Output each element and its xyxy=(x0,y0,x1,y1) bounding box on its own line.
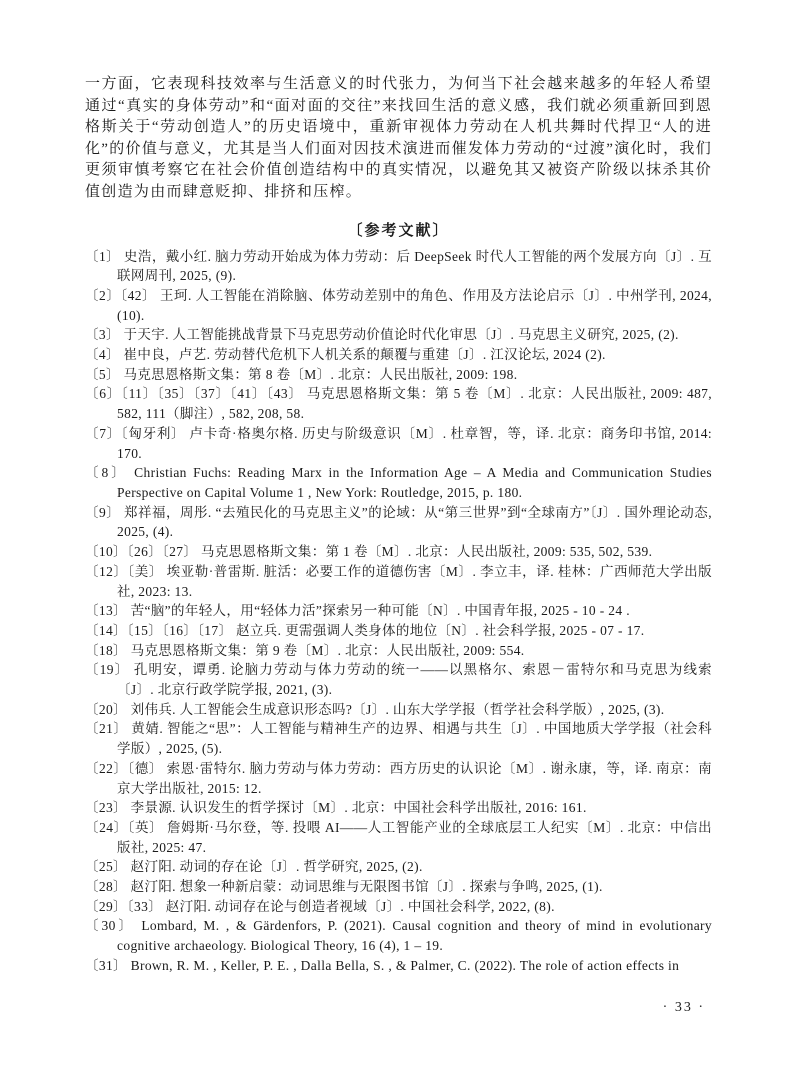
reference-item: 〔3〕 于天宇. 人工智能挑战背景下马克思劳动价值论时代化审思〔J〕. 马克思主义研究, 2025, (2). xyxy=(85,327,679,343)
reference-item: 〔22〕〔德〕 索恩·雷特尔. 脑力劳动与体力劳动：西方历史的认识论〔M〕. 谢永康，等，译. 南京：南京大学出版社, 2015: 12. xyxy=(85,760,712,796)
reference-item: 〔23〕 李景源. 认识发生的哲学探讨〔M〕. 北京：中国社会科学出版社, 2016: 161. xyxy=(85,800,587,816)
reference-item: 〔8〕 Christian Fuchs: Reading Marx in the Information Age – A Media and Communication Studies Perspective on Capital Volume 1 , New York: Routledge, 2015, p. 180. xyxy=(85,465,712,500)
reference-item: 〔13〕 苦“脑”的年轻人，用“轻体力活”探索另一种可能〔N〕. 中国青年报, 2025 - 10 - 24 . xyxy=(85,603,630,619)
reference-item: 〔12〕〔美〕 埃亚勒·普雷斯. 脏活：必要工作的道德伤害〔M〕. 李立丰，译. 桂林：广西师范大学出版社, 2023: 13. xyxy=(85,563,712,599)
reference-item: 〔24〕〔英〕 詹姆斯·马尔登，等. 投喂 AI——人工智能产业的全球底层工人纪实〔M〕. 北京：中信出版社, 2025: 47. xyxy=(85,819,712,855)
reference-item: 〔14〕〔15〕〔16〕〔17〕 赵立兵. 更需强调人类身体的地位〔N〕. 社会科学报, 2025 - 07 - 17. xyxy=(85,622,645,638)
reference-item: 〔31〕 Brown, R. M. , Keller, P. E. , Dalla Bella, S. , & Palmer, C. (2022). The role of action effects in xyxy=(85,957,680,973)
reference-item: 〔6〕〔11〕〔35〕〔37〕〔41〕〔43〕 马克思恩格斯文集：第 5 卷〔M〕. 北京：人民出版社, 2009: 487, 582, 111（脚注）, 582, 208, 58. xyxy=(85,386,712,422)
closing-paragraph: 一方面，它表现科技效率与生活意义的时代张力，为何当下社会越来越多的年轻人希望通过“真实的身体劳动”和“面对面的交往”来找回生活的意义感，我们就必须重新回到恩格斯关于“劳动创造人”的历史语境中，重新审视体力劳动在人机共舞时代捍卫“人的进化”的价值与意义，尤其是当人们面对因技术演进而催发体力劳动的“过渡”演化时，我们更须审慎考察它在社会价值创造结构中的真实情况，以避免其又被资产阶级以抹杀其价值创造为由而肆意贬抑、排挤和压榨。 xyxy=(85,76,712,200)
reference-item: 〔30〕 Lombard, M. , & Gärdenfors, P. (2021). Causal cognition and theory of mind in evolutionary cognitive archaeology. Biological Theory, 16 (4), 1 – 19. xyxy=(85,918,712,954)
page-number: · 33 · xyxy=(662,1000,705,1015)
reference-item: 〔21〕 黄婧. 智能之“思”：人工智能与精神生产的边界、相遇与共生〔J〕. 中国地质大学学报（社会科学版）, 2025, (5). xyxy=(85,721,712,757)
reference-item: 〔5〕 马克思恩格斯文集：第 8 卷〔M〕. 北京：人民出版社, 2009: 198. xyxy=(85,366,518,382)
reference-item: 〔25〕 赵汀阳. 动词的存在论〔J〕. 哲学研究, 2025, (2). xyxy=(85,859,423,875)
reference-item: 〔1〕 史浩，戴小红. 脑力劳动开始成为体力劳动：后 DeepSeek 时代人工智能的两个发展方向〔J〕. 互联网周刊, 2025, (9). xyxy=(85,248,712,284)
reference-item: 〔19〕 孔明安，谭勇. 论脑力劳动与体力劳动的统一——以黑格尔、索恩－雷特尔和马克思为线索〔J〕. 北京行政学院学报, 2021, (3). xyxy=(85,662,712,698)
reference-item: 〔10〕〔26〕〔27〕 马克思恩格斯文集：第 1 卷〔M〕. 北京：人民出版社, 2009: 535, 502, 539. xyxy=(85,544,653,560)
reference-item: 〔2〕〔42〕 王珂. 人工智能在消除脑、体劳动差别中的角色、作用及方法论启示〔J〕. 中州学刊, 2024, (10). xyxy=(85,287,712,323)
reference-item: 〔28〕 赵汀阳. 想象一种新启蒙：动词思维与无限图书馆〔J〕. 探索与争鸣, 2025, (1). xyxy=(85,879,603,895)
page-content xyxy=(85,74,712,976)
reference-item: 〔18〕 马克思恩格斯文集：第 9 卷〔M〕. 北京：人民出版社, 2009: 554. xyxy=(85,642,525,658)
references-heading: 〔参考文献〕 xyxy=(347,222,450,239)
reference-item: 〔7〕〔匈牙利〕 卢卡奇·格奥尔格. 历史与阶级意识〔M〕. 杜章智，等，译. 北京：商务印书馆, 2014: 170. xyxy=(85,425,712,461)
reference-item: 〔29〕〔33〕 赵汀阳. 动词存在论与创造者视域〔J〕. 中国社会科学, 2022, (8). xyxy=(85,898,555,914)
reference-item: 〔20〕 刘伟兵. 人工智能会生成意识形态吗?〔J〕. 山东大学学报（哲学社会科学版）, 2025, (3). xyxy=(85,701,665,717)
reference-item: 〔4〕 崔中良，卢艺. 劳动替代危机下人机关系的颠覆与重建〔J〕. 江汉论坛, 2024 (2). xyxy=(85,347,606,363)
reference-item: 〔9〕 郑祥福，周彤. “去殖民化的马克思主义”的论域：从“第三世界”到“全球南方”〔J〕. 国外理论动态, 2025, (4). xyxy=(85,504,712,540)
references-list xyxy=(85,247,712,976)
